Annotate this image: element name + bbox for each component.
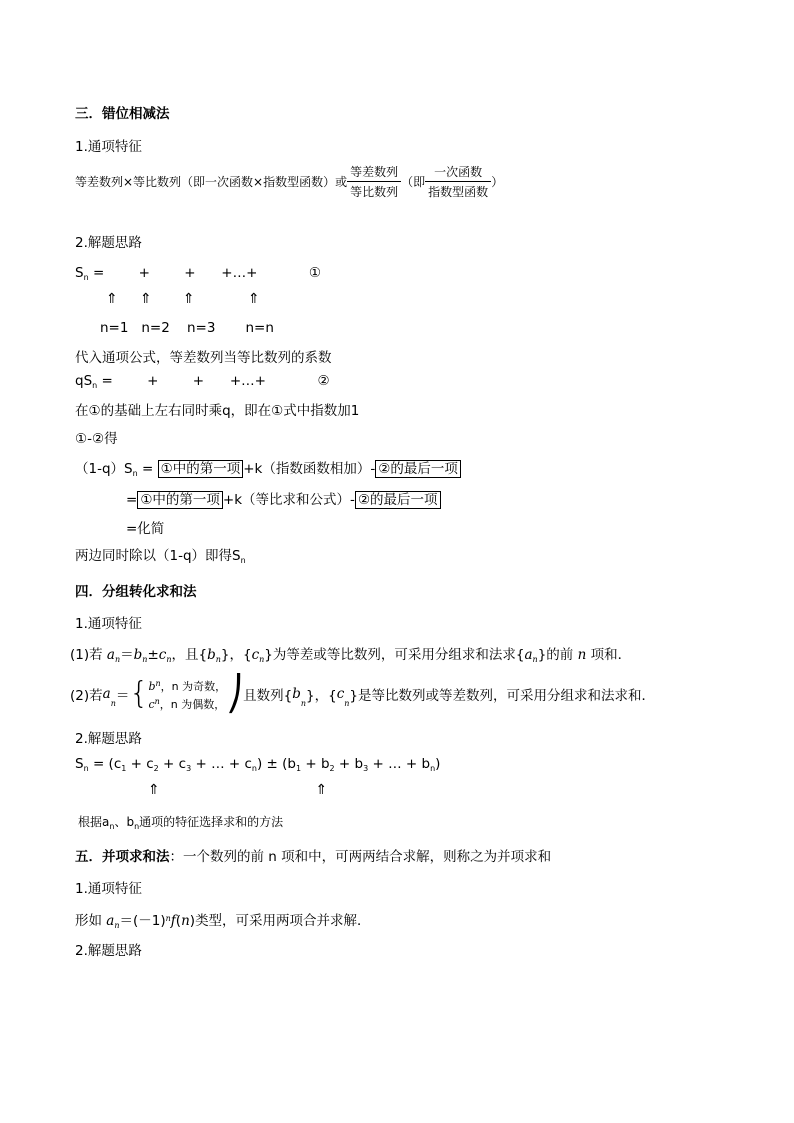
section-3-subheading-features: 1.通项特征 <box>75 139 142 155</box>
difference-equation-line-2: = ①中的第一项 +k（等比求和公式）- ②的最后一项 <box>126 488 441 508</box>
alternating-form-line: 形如 $a_n=(-1)^nf(n)$类型，可采用两项合并求解． <box>75 913 371 930</box>
right-brace: ⎠ <box>226 674 244 714</box>
section-5-subheading-features: 1.通项特征 <box>75 881 142 897</box>
sn-expansion-line: $S_n$ = + + +…+ ① <box>75 265 322 282</box>
fraction-arith-over-geo: $\frac{\text{等差数列}}{\text{等比数列}}$ <box>347 163 401 200</box>
left-brace: { <box>129 676 149 711</box>
boxed-first-term: ①中的第一项 <box>158 460 244 478</box>
boxed-last-term: ②的最后一项 <box>375 460 461 478</box>
index-arrows: ⇑ ⇑ ⇑ ⇑ <box>106 291 260 307</box>
grouped-sum-formula: $S_n = (c_1 + c_2 + c_3$ + … + $c_n) \pm (b_1 + b_2 + b_3$ + … + $b_n$) <box>75 756 441 773</box>
boxed-first-term-2: ①中的第一项 <box>137 491 223 509</box>
section-4-subheading-features: 1.通项特征 <box>75 616 142 632</box>
section-4-subheading-approach: 2.解题思路 <box>75 731 142 747</box>
section-5-title: 五．并项求和法：一个数列的前 n 项和中，可两两结合求解，则称之为并项求和 <box>75 849 552 865</box>
simplify-line: =化简 <box>126 521 165 537</box>
qsn-expansion-line: $qS_n$ = + + +…+ ② <box>75 373 330 390</box>
method-choice-note: 根据$a_n$、$b_n$通项的特征选择求和的方法 <box>78 815 284 831</box>
substitution-note: 代入通项公式，等差数列当等比数列的系数 <box>75 350 332 366</box>
multiply-note: 在①的基础上左右同时乘q，即在①式中指数加1 <box>75 403 360 419</box>
piecewise-cases: $b^n$，n 为奇数， $c^n$，n 为偶数， <box>148 679 227 711</box>
grouped-sum-arrows: ⇑ ⇑ <box>148 782 328 798</box>
divide-note: 两边同时除以（1-q）即得$S_n$ <box>75 548 246 565</box>
index-labels: n=1 n=2 n=3 n=n <box>100 320 274 336</box>
subtract-note: ①-②得 <box>75 431 118 447</box>
section-4-title: 四．分组转化求和法 <box>75 584 197 600</box>
section-3-subheading-approach: 2.解题思路 <box>75 235 142 251</box>
fraction-linear-over-exp: $\frac{\text{一次函数}}{\text{指数型函数}}$ <box>425 163 491 200</box>
section-3-general-term-formula: 等差数列×等比数列（即一次函数×指数型函数）或 $\frac{\text{等差数列}}{\text{等比数列}}$ （即 $\frac{\text{一次函数}}{\text{指数型函数}}$ ） <box>75 165 504 199</box>
boxed-last-term-2: ②的最后一项 <box>355 491 441 509</box>
case-2-condition: (2)若$a_n=${ $b^n$，n 为奇数， $c^n$，n 为偶数， ⎠且数列$\{b_n\}$，$\{c_n\}$是等比数列或等差数列，可采用分组求和法求和． <box>70 674 656 714</box>
section-5-subheading-approach: 2.解题思路 <box>75 943 142 959</box>
section-3-title: 三．错位相减法 <box>75 106 170 122</box>
case-1-condition: (1)若 $a_n=b_n\pm c_n$，且$\{b_n\}$，$\{c_n\}$为等差或等比数列，可采用分组求和法求$\{a_n\}$的前 n 项和． <box>70 647 632 664</box>
difference-equation-line-1: $(1-q)S_n$ = ①中的第一项 +k（指数函数相加）- ②的最后一项 <box>75 457 461 478</box>
